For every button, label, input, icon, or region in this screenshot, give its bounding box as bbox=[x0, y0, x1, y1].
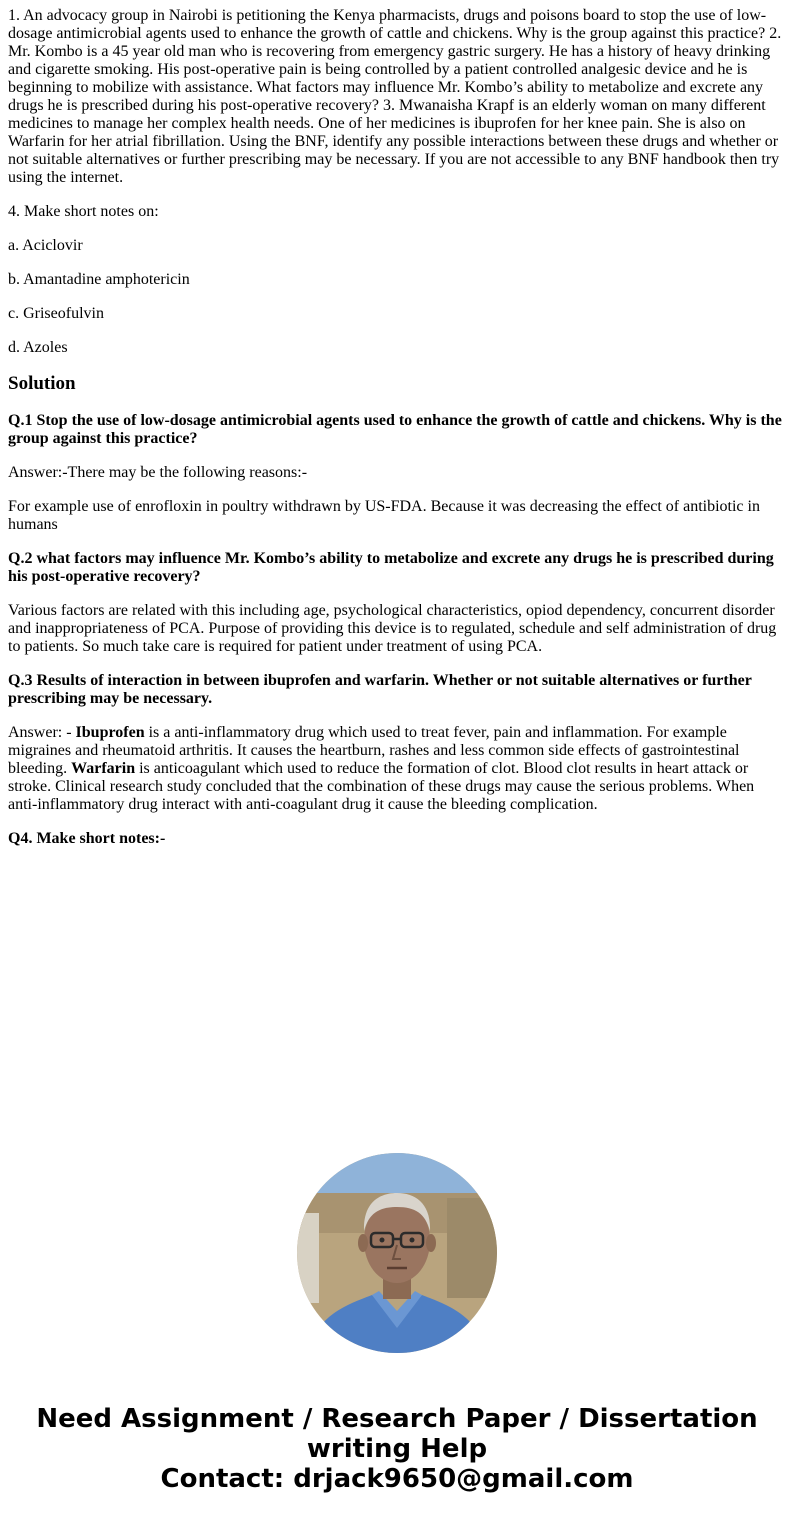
q3-title: Q.3 Results of interaction in between ibuprofen and warfarin. Whether or not suitable alternatives or further prescribing may be necessary. bbox=[8, 672, 752, 707]
q3-drug-ibuprofen: Ibuprofen bbox=[75, 724, 145, 741]
q3-answer bbox=[8, 724, 786, 814]
q4-title: Q4. Make short notes:- bbox=[8, 830, 166, 847]
q3-answer-text-2: is anticoagulant which used to reduce the formation of clot. Blood clot results in heart attack or stroke. Clinical research study concluded that the combination of these drugs may cause the serious problems. When anti-inflammatory drug interact with anti-coagulant drug it cause the bleeding complication. bbox=[8, 760, 755, 813]
promo-line-2: writing Help bbox=[306, 1434, 488, 1464]
solution-heading: Solution bbox=[8, 373, 76, 394]
q1-title: Q.1 Stop the use of low-dosage antimicrobial agents used to enhance the growth of cattle and chickens. Why is the group against this practice? bbox=[8, 412, 782, 447]
q2-title: Q.2 what factors may influence Mr. Kombo’s ability to metabolize and excrete any drugs he is prescribed during his post-operative recovery? bbox=[8, 550, 774, 585]
question-4: 4. Make short notes on: bbox=[8, 203, 159, 220]
question-intro: 1. An advocacy group in Nairobi is petitioning the Kenya pharmacists, drugs and poisons board to stop the use of low-dosage antimicrobial agents used to enhance the growth of cattle and chickens. Why is the group against this practice? 2. Mr. Kombo is a 45 year old man who is recovering from emergency gastric surgery. He has a history of heavy drinking and cigarette smoking. His post-operative pain is being controlled by a patient controlled analgesic device and he is beginning to mobilize with assistance. What factors may influence Mr. Kombo’s ability to metabolize and excrete any drugs he is prescribed during his post-operative recovery? 3. Mwanaisha Krapf is an elderly woman on many different medicines to manage her complex health needs. One of her medicines is ibuprofen for her knee pain. She is also on Warfarin for her atrial fibrillation. Using the BNF, identify any possible interactions between these drugs and whether or not suitable alternatives or further prescribing may be necessary. If you are not accessible to any BNF handbook then try using the internet. bbox=[8, 7, 782, 186]
q1-example: For example use of enrofloxin in poultry withdrawn by US-FDA. Because it was decreasing the effect of antibiotic in humans bbox=[8, 498, 760, 533]
author-photo bbox=[297, 1153, 497, 1353]
q3-answer-prefix: Answer: - bbox=[8, 724, 76, 741]
promo-banner bbox=[0, 1404, 794, 1494]
document-content bbox=[8, 7, 786, 864]
q3-answer-text-1: is a anti-inflammatory drug which used to treat fever, pain and inflammation. For example migraines and rheumatoid arthritis. It causes the heartburn, rashes and less common side effects of gastrointestinal bleeding. bbox=[8, 724, 740, 777]
q1-answer: Answer:-There may be the following reasons:- bbox=[8, 464, 308, 481]
promo-contact: Contact: drjack9650@gmail.com bbox=[160, 1464, 634, 1494]
promo-line-1: Need Assignment / Research Paper / Dissertation bbox=[36, 1404, 758, 1434]
question-item-b: b. Amantadine amphotericin bbox=[8, 271, 190, 288]
portrait-image bbox=[297, 1153, 497, 1353]
q2-answer: Various factors are related with this including age, psychological characteristics, opiod dependency, concurrent disorder and inappropriateness of PCA. Purpose of providing this device is to regulated, schedule and self administration of drug to patients. So much take care is required for patient under treatment of using PCA. bbox=[8, 602, 777, 655]
question-item-a: a. Aciclovir bbox=[8, 237, 83, 254]
q3-drug-warfarin: Warfarin bbox=[71, 760, 136, 777]
question-item-d: d. Azoles bbox=[8, 339, 68, 356]
question-item-c: c. Griseofulvin bbox=[8, 305, 104, 322]
